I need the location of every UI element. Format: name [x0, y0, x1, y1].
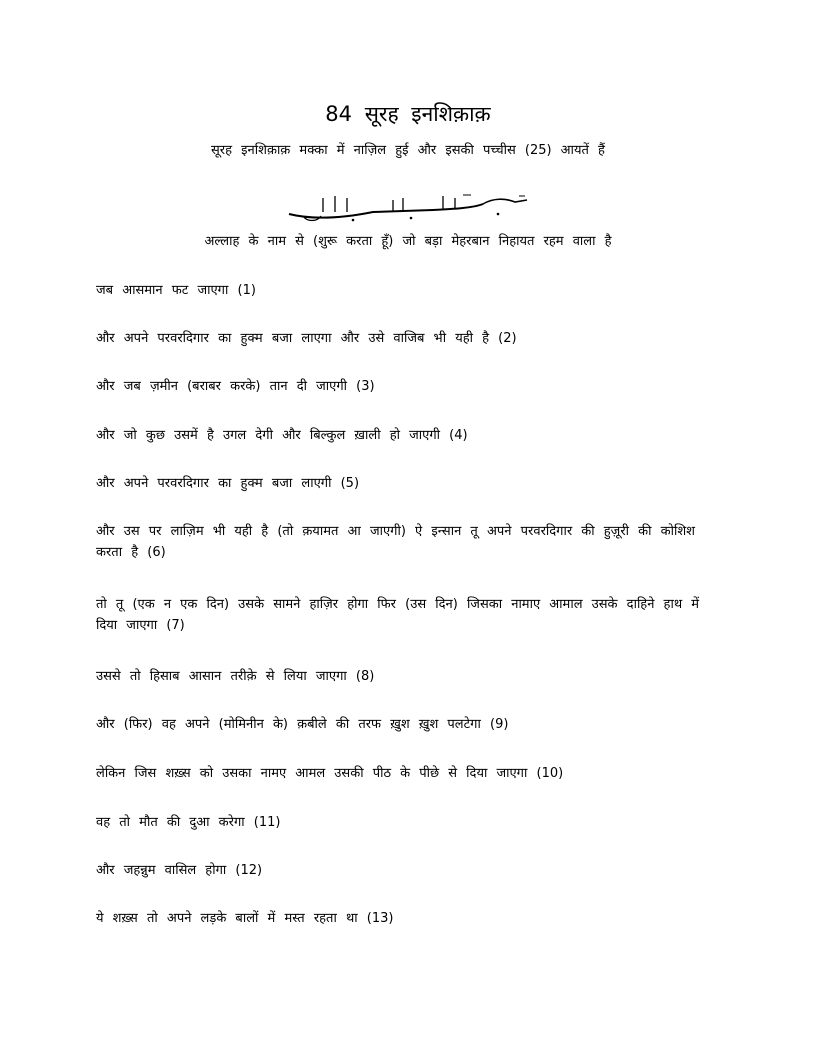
bismillah-translation: अल्लाह के नाम से (शुरू करता हूँ) जो बड़ा मेहरबान निहायत रहम वाला है — [204, 234, 612, 249]
bismillah-calligraphy — [283, 192, 533, 226]
surah-subtitle: सूरह इनशिक़ाक़ मक्का में नाज़िल हुई और इसकी पच्चीस (25) आयतें हैं — [211, 143, 605, 158]
verse-9: और (फिर) वह अपने (मोमिनीन के) क़बीले की तरफ ख़ुश ख़ुश पलटेगा (9) — [96, 717, 509, 732]
verse-5: और अपने परवरदिगार का हुक्म बजा लाएगी (5) — [96, 476, 360, 491]
verse-3: और जब ज़मीन (बराबर करके) तान दी जाएगी (3) — [96, 379, 375, 394]
verse-1: जब आसमान फट जाएगा (1) — [96, 283, 256, 298]
verse-10: लेकिन जिस शख़्स को उसका नामए आमल उसकी पीठ के पीछे से दिया जाएगा (10) — [96, 766, 564, 781]
verse-6: और उस पर लाज़िम भी यही है (तो क़यामत आ जाएगी) ऐ इन्सान तू अपने परवरदिगार की हुज़ूरी की कोशिश करता है (6) — [96, 524, 696, 560]
verse-11: वह तो मौत की दुआ करेगा (11) — [96, 815, 281, 830]
surah-title: 84 सूरह इनशिक़ाक़ — [325, 102, 491, 126]
verse-4: और जो कुछ उसमें है उगल देगी और बिल्कुल ख़ाली हो जाएगी (4) — [96, 428, 468, 443]
verse-2: और अपने परवरदिगार का हुक्म बजा लाएगा और उसे वाजिब भी यही है (2) — [96, 331, 517, 346]
verse-8: उससे तो हिसाब आसान तरीक़े से लिया जाएगा (8) — [96, 669, 375, 684]
verse-12: और जहन्नुम वासिल होगा (12) — [96, 863, 263, 878]
verse-13: ये शख़्स तो अपने लड़के बालों में मस्त रहता था (13) — [96, 911, 394, 926]
verse-7: तो तू (एक न एक दिन) उसके सामने हाज़िर होगा फिर (उस दिन) जिसका नामाए आमाल उसके दाहिने हाथ में दिया जाएगा (7) — [96, 597, 700, 633]
